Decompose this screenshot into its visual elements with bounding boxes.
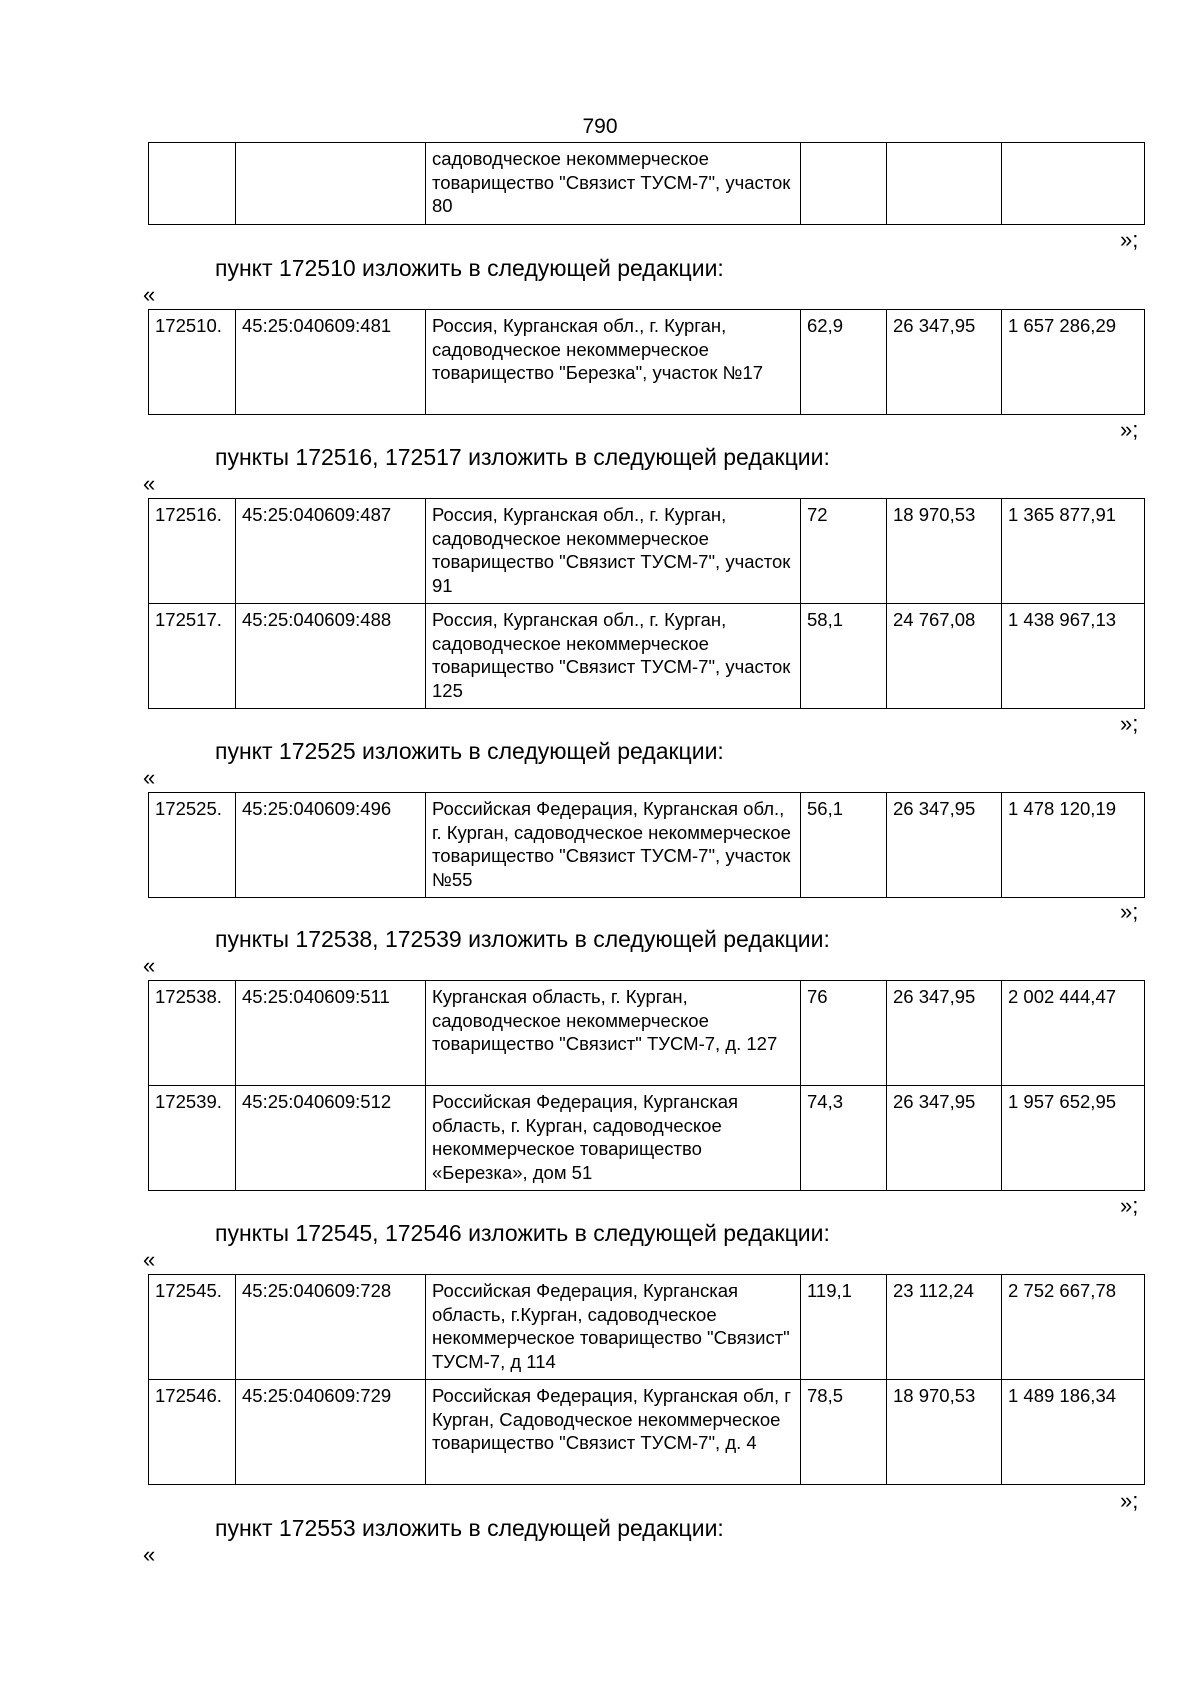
cell-value: 1 489 186,34 [1002, 1380, 1145, 1485]
cell-number: 172545. [149, 1275, 236, 1380]
open-quote: « [143, 282, 156, 307]
close-quote: »; [1120, 227, 1139, 252]
cell-area: 56,1 [801, 793, 887, 898]
cell-rate: 26 347,95 [887, 1086, 1002, 1191]
cell-value: 2 002 444,47 [1002, 981, 1145, 1086]
cell-address: Российская Федерация, Курганская область, г. Курган, садоводческое некоммерческое товарищество «Березка», дом 51 [426, 1086, 801, 1191]
register-table [148, 309, 1145, 415]
cell-number: 172517. [149, 604, 236, 709]
open-quote: « [143, 1247, 156, 1272]
instruction-text: пункты 172538, 172539 изложить в следующей редакции: [215, 926, 830, 952]
close-quote: »; [1120, 1193, 1139, 1218]
cell-address: Россия, Курганская обл., г. Курган, садоводческое некоммерческое товарищество "Связист ТУСМ-7", участок 91 [426, 499, 801, 604]
open-quote: « [143, 471, 156, 496]
cell-number [149, 143, 236, 225]
cell-value: 2 752 667,78 [1002, 1275, 1145, 1380]
register-table [148, 498, 1145, 709]
instruction-text: пункты 172516, 172517 изложить в следующей редакции: [215, 444, 830, 470]
continuation-table [148, 142, 1145, 225]
cell-number: 172510. [149, 310, 236, 415]
open-quote: « [143, 1542, 156, 1567]
cell-cadastral [236, 143, 426, 225]
instruction-text: пункты 172545, 172546 изложить в следующей редакции: [215, 1220, 830, 1246]
table-row [149, 143, 1145, 225]
close-quote: »; [1120, 711, 1139, 736]
cell-address: Российская Федерация, Курганская обл., г. Курган, садоводческое некоммерческое товарищество "Связист ТУСМ-7", участок №55 [426, 793, 801, 898]
table-row [149, 1380, 1145, 1485]
cell-number: 172538. [149, 981, 236, 1086]
cell-number: 172539. [149, 1086, 236, 1191]
cell-address: Российская Федерация, Курганская область, г.Курган, садоводческое некоммерческое товарищество "Связист" ТУСМ-7, д 114 [426, 1275, 801, 1380]
cell-rate: 18 970,53 [887, 499, 1002, 604]
cell-area: 76 [801, 981, 887, 1086]
instruction-text: пункт 172525 изложить в следующей редакции: [215, 738, 724, 764]
cell-address: Курганская область, г. Курган, садоводческое некоммерческое товарищество "Связист" ТУСМ-7, д. 127 [426, 981, 801, 1086]
table-row [149, 1086, 1145, 1191]
table-row [149, 1275, 1145, 1380]
cell-area: 58,1 [801, 604, 887, 709]
page-number: 790 [582, 115, 618, 138]
cell-area: 72 [801, 499, 887, 604]
table-row [149, 310, 1145, 415]
cell-address: Российская Федерация, Курганская обл, г Курган, Садоводческое некоммерческое товарищество "Связист ТУСМ-7", д. 4 [426, 1380, 801, 1485]
cell-rate: 18 970,53 [887, 1380, 1002, 1485]
cell-cadastral: 45:25:040609:496 [236, 793, 426, 898]
cell-cadastral: 45:25:040609:481 [236, 310, 426, 415]
cell-cadastral: 45:25:040609:512 [236, 1086, 426, 1191]
cell-value: 1 957 652,95 [1002, 1086, 1145, 1191]
cell-value [1002, 143, 1145, 225]
open-quote: « [143, 765, 156, 790]
table-row [149, 499, 1145, 604]
cell-rate: 26 347,95 [887, 981, 1002, 1086]
cell-address: Россия, Курганская обл., г. Курган, садоводческое некоммерческое товарищество "Связист ТУСМ-7", участок 125 [426, 604, 801, 709]
close-quote: »; [1120, 417, 1139, 442]
cell-address: садоводческое некоммерческое товарищество "Связист ТУСМ-7", участок 80 [426, 143, 801, 225]
cell-cadastral: 45:25:040609:729 [236, 1380, 426, 1485]
cell-area: 119,1 [801, 1275, 887, 1380]
close-quote: »; [1120, 1488, 1139, 1513]
register-table [148, 1274, 1145, 1485]
cell-value: 1 478 120,19 [1002, 793, 1145, 898]
instruction-text: пункт 172510 изложить в следующей редакции: [215, 255, 724, 281]
cell-number: 172525. [149, 793, 236, 898]
cell-area: 62,9 [801, 310, 887, 415]
cell-value: 1 438 967,13 [1002, 604, 1145, 709]
table-row [149, 793, 1145, 898]
cell-number: 172546. [149, 1380, 236, 1485]
cell-value: 1 657 286,29 [1002, 310, 1145, 415]
cell-rate: 26 347,95 [887, 793, 1002, 898]
cell-cadastral: 45:25:040609:728 [236, 1275, 426, 1380]
cell-cadastral: 45:25:040609:488 [236, 604, 426, 709]
cell-area: 74,3 [801, 1086, 887, 1191]
cell-number: 172516. [149, 499, 236, 604]
close-quote: »; [1120, 899, 1139, 924]
table-row [149, 604, 1145, 709]
instruction-text: пункт 172553 изложить в следующей редакции: [215, 1515, 724, 1541]
cell-cadastral: 45:25:040609:487 [236, 499, 426, 604]
register-table [148, 980, 1145, 1191]
cell-rate: 23 112,24 [887, 1275, 1002, 1380]
table-row [149, 981, 1145, 1086]
cell-rate [887, 143, 1002, 225]
cell-area [801, 143, 887, 225]
cell-value: 1 365 877,91 [1002, 499, 1145, 604]
cell-rate: 26 347,95 [887, 310, 1002, 415]
open-quote: « [143, 953, 156, 978]
cell-rate: 24 767,08 [887, 604, 1002, 709]
cell-cadastral: 45:25:040609:511 [236, 981, 426, 1086]
register-table [148, 792, 1145, 898]
cell-area: 78,5 [801, 1380, 887, 1485]
cell-address: Россия, Курганская обл., г. Курган, садоводческое некоммерческое товарищество "Березка", участок №17 [426, 310, 801, 415]
